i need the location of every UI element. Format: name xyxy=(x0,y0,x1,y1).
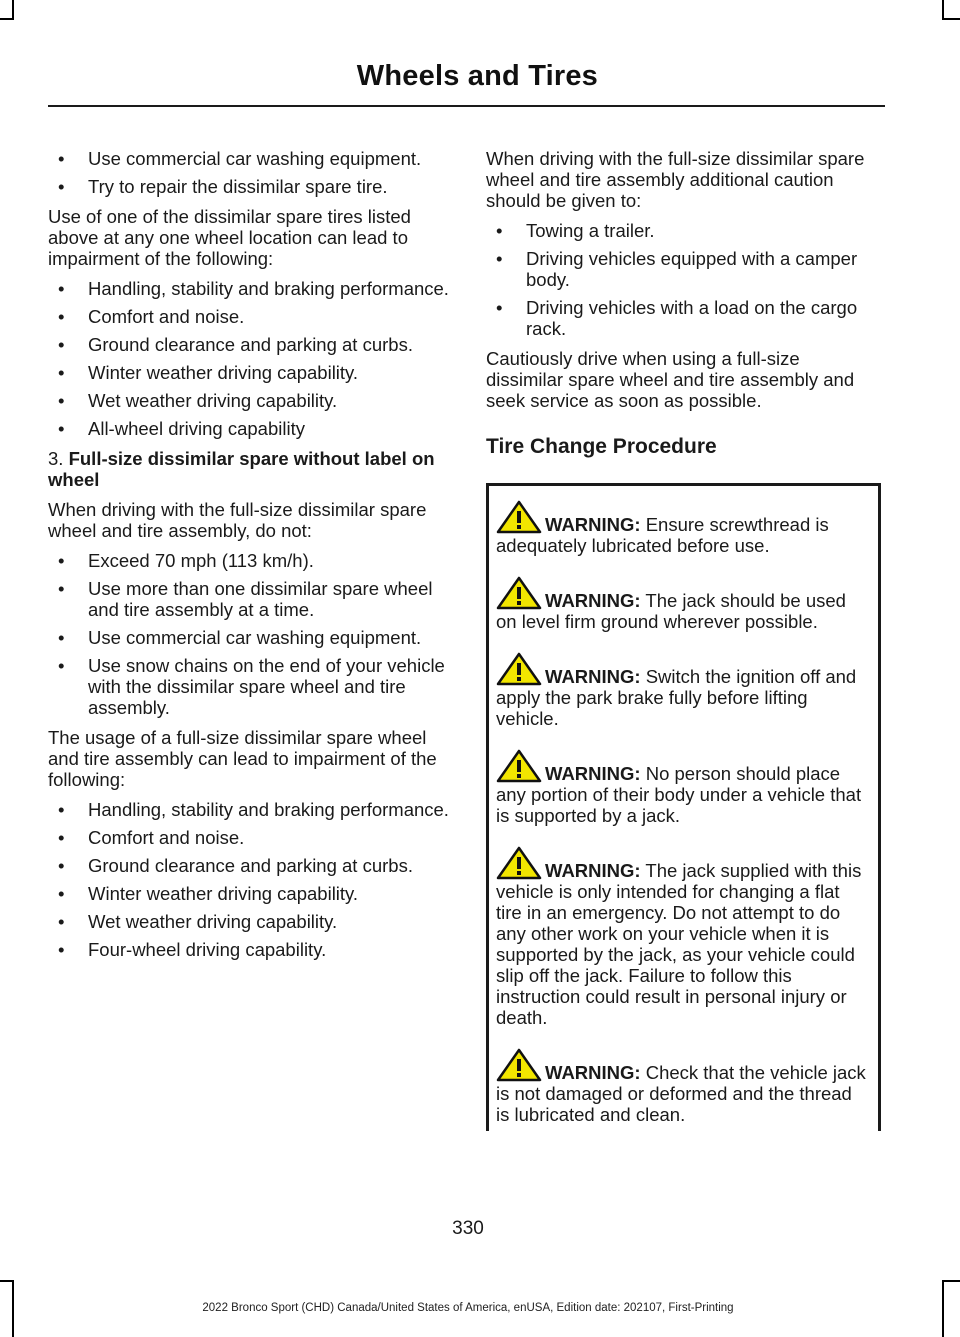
warning-triangle-icon xyxy=(496,1048,542,1082)
crop-mark xyxy=(0,1280,14,1282)
warning-box xyxy=(486,483,881,1131)
warning-triangle-icon xyxy=(496,846,542,880)
paragraph: The usage of a full-size dissimilar spare wheel and tire assembly can lead to impairment of the following: xyxy=(48,727,437,790)
list-item: • Driving vehicles equipped with a camper body. xyxy=(486,248,878,290)
warning-triangle-icon xyxy=(496,652,542,686)
list-item: • Winter weather driving capability. xyxy=(48,362,453,383)
list-item: • Four-wheel driving capability. xyxy=(48,939,453,960)
crop-mark xyxy=(942,1280,960,1282)
warning-text: Check that the vehicle jack is not damaged or deformed and the thread is lubricated and clean. xyxy=(496,1062,866,1125)
list-item: • Comfort and noise. xyxy=(48,827,453,848)
list-item: • Winter weather driving capability. xyxy=(48,883,453,904)
warning-item xyxy=(496,846,870,1028)
warning-item xyxy=(496,500,870,556)
list-item: • Handling, stability and braking performance. xyxy=(48,278,453,299)
paragraph: Use of one of the dissimilar spare tires listed above at any one wheel location can lead to impairment of the following: xyxy=(48,206,411,269)
list-item: • All-wheel driving capability xyxy=(48,418,453,439)
list-item: • Use more than one dissimilar spare wheel and tire assembly at a time. xyxy=(48,578,453,620)
crop-mark xyxy=(12,0,14,18)
warning-item xyxy=(496,1048,870,1125)
list-item: • Driving vehicles with a load on the cargo rack. xyxy=(486,297,878,339)
warning-triangle-icon xyxy=(496,576,542,610)
warning-triangle-icon xyxy=(496,500,542,534)
header-divider xyxy=(48,105,885,107)
warning-text: No person should place any portion of their body under a vehicle that is supported by a jack. xyxy=(496,763,862,826)
list-impairments-full-size xyxy=(48,799,453,960)
left-column xyxy=(48,148,453,969)
warning-label: WARNING: xyxy=(545,1062,641,1083)
warning-item xyxy=(496,749,870,826)
warning-label: WARNING: xyxy=(545,590,641,611)
crop-mark xyxy=(942,0,944,18)
page-number: 330 xyxy=(452,1218,484,1239)
list-item: • Try to repair the dissimilar spare tire. xyxy=(48,176,453,197)
crop-mark xyxy=(942,1282,944,1337)
warning-label: WARNING: xyxy=(545,514,641,535)
heading-number: 3. xyxy=(48,448,64,469)
list-item: • Use commercial car washing equipment. xyxy=(48,148,453,169)
list-item: • Wet weather driving capability. xyxy=(48,911,453,932)
footer-edition-info: 2022 Bronco Sport (CHD) Canada/United States of America, enUSA, Edition date: 202107, First-Printing xyxy=(202,1302,734,1314)
crop-mark xyxy=(0,18,14,20)
paragraph: Cautiously drive when using a full-size dissimilar spare wheel and tire assembly and seek service as soon as possible. xyxy=(486,348,855,411)
list-item: • Wet weather driving capability. xyxy=(48,390,453,411)
list-item: • Use snow chains on the end of your vehicle with the dissimilar spare wheel and tire assembly. xyxy=(48,655,453,718)
warning-text: The jack supplied with this vehicle is only intended for changing a flat tire in an emergency. Do not attempt to do any other work on your vehicle when it is supported by the jack, as your vehicle could slip off the jack. Failure to follow this instruction could result in personal injury or death. xyxy=(496,860,862,1028)
list-item: • Comfort and noise. xyxy=(48,306,453,327)
numbered-heading xyxy=(48,448,453,490)
list-item: • Handling, stability and braking performance. xyxy=(48,799,453,820)
heading-text: Full-size dissimilar spare without label on wheel xyxy=(48,448,435,490)
list-item: • Use commercial car washing equipment. xyxy=(48,627,453,648)
warning-label: WARNING: xyxy=(545,666,641,687)
warning-triangle-icon xyxy=(496,749,542,783)
warning-label: WARNING: xyxy=(545,763,641,784)
list-item: • Ground clearance and parking at curbs. xyxy=(48,334,453,355)
warning-text: Switch the ignition off and apply the park brake fully before lifting vehicle. xyxy=(496,666,857,729)
list-item: • Ground clearance and parking at curbs. xyxy=(48,855,453,876)
warning-item xyxy=(496,652,870,729)
paragraph: When driving with the full-size dissimilar spare wheel and tire assembly, do not: xyxy=(48,499,427,541)
list-impairments xyxy=(48,278,453,439)
warning-text: The jack should be used on level firm ground wherever possible. xyxy=(496,590,846,632)
page-title: Wheels and Tires xyxy=(356,60,598,92)
list-caution xyxy=(486,220,878,339)
list-item: • Exceed 70 mph (113 km/h). xyxy=(48,550,453,571)
section-title: Tire Change Procedure xyxy=(486,435,717,458)
warning-text: Ensure screwthread is adequately lubricated before use. xyxy=(496,514,829,556)
paragraph: When driving with the full-size dissimilar spare wheel and tire assembly additional caution should be given to: xyxy=(486,148,865,211)
right-column xyxy=(486,148,878,1131)
crop-mark xyxy=(942,18,960,20)
warning-label: WARNING: xyxy=(545,860,641,881)
list-dissimilar-donts xyxy=(48,148,453,197)
list-do-not xyxy=(48,550,453,718)
list-item: • Towing a trailer. xyxy=(486,220,878,241)
warning-item xyxy=(496,576,870,632)
